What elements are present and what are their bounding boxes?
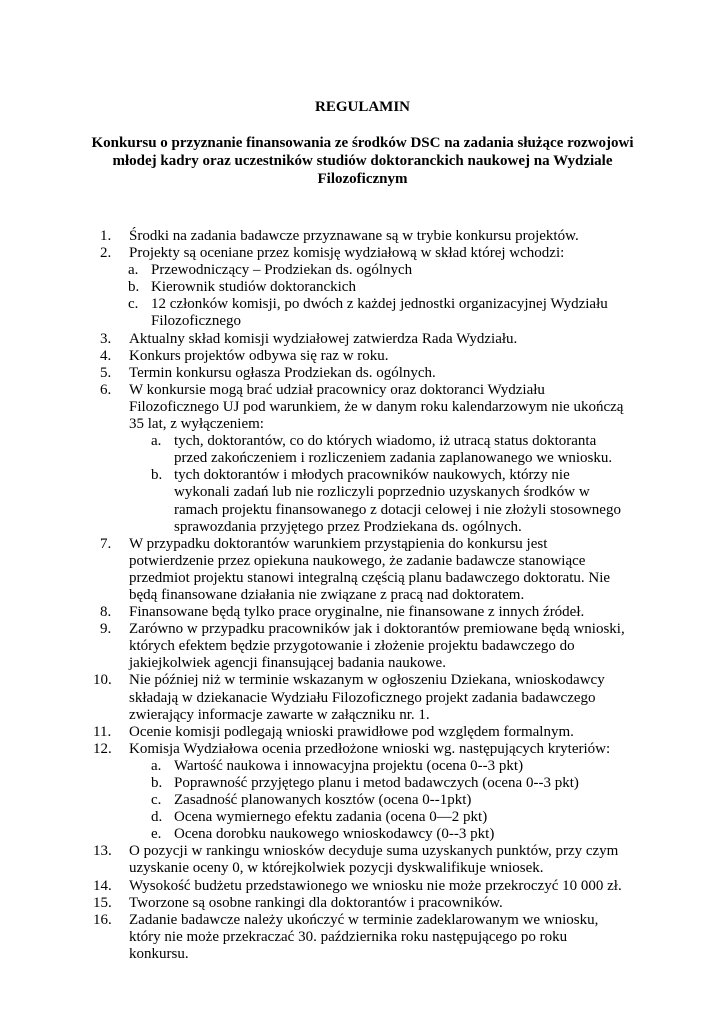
list-item (0, 741, 629, 758)
sub-item (0, 433, 629, 467)
list-item (0, 724, 629, 741)
document-title: REGULAMIN (314, 99, 410, 115)
item-text: Ocenie komisji podlegają wnioski prawidłowe pod względem formalnym. (129, 723, 574, 740)
item-text: Komisja Wydziałowa ocenia przedłożone wnioski wg. następujących kryteriów: (129, 740, 611, 757)
list-item (0, 843, 629, 877)
sub-item-text: Wartość naukowa i innowacyjna projektu (ocena 0--3 pkt) (174, 757, 524, 774)
item-text: Tworzone są osobne rankingi dla doktorantów i pracowników. (129, 894, 503, 911)
item-text: Projekty są oceniane przez komisję wydziałową w skład której wchodzi: (129, 245, 565, 262)
item-text: Wysokość budżetu przedstawionego we wniosku nie może przekroczyć 10 000 zł. (129, 877, 622, 894)
sub-item-text: tych doktorantów i młodych pracowników naukowych, którzy nie wykonali zadań lub nie rozliczyli poprzednio uzyskanych środków w ramach projektu finansowanego z dotacji celowej i nie złożyli stosownego sprawozdania przyjętego przez Prodziekana ds. ogólnych. (174, 467, 621, 535)
item-text: Konkurs projektów odbywa się raz w roku. (129, 347, 389, 364)
list-item (0, 365, 629, 382)
sub-item-text: Ocena wymiernego efektu zadania (ocena 0—2 pkt) (174, 809, 488, 826)
sub-item-letter: a. (151, 757, 162, 774)
list-item (0, 604, 629, 621)
list-item (0, 348, 629, 365)
sub-item (0, 279, 627, 296)
sub-item-letter: d. (151, 809, 163, 826)
item-text: Zadanie badawcze należy ukończyć w terminie zadeklarowanym we wniosku, który nie może przekraczać 30. października roku następującego po roku konkursu. (129, 911, 599, 962)
sub-item (0, 826, 629, 843)
sub-item-letter: c. (151, 792, 162, 809)
item-text: Zarówno w przypadku pracowników jak i doktorantów premiowane będą wnioski, których efektem będzie przygotowanie i złożenie projektu badawczego do jakiejkolwiek agencji finansującej badania naukowe. (129, 621, 625, 672)
list-item (0, 382, 629, 433)
item-text: Aktualny skład komisji wydziałowej zatwierdza Rada Wydziału. (129, 330, 518, 347)
sub-item (0, 262, 627, 279)
item-number: 5. (100, 364, 112, 381)
sub-item-text: Ocena dorobku naukowego wnioskodawcy (0--3 pkt) (174, 826, 495, 843)
sub-item-letter: b. (151, 467, 163, 484)
sub-item-text: Zasadność planowanych kosztów (ocena 0--1pkt) (174, 792, 472, 809)
list-item (0, 912, 629, 963)
item-number: 1. (100, 228, 112, 244)
item-text: Finansowane będą tylko prace oryginalne, nie finansowane z innych źródeł. (129, 604, 585, 621)
sub-item-letter: a. (151, 433, 162, 450)
item-text: W konkursie mogą brać udział pracownicy oraz doktoranci Wydziału Filozoficznego UJ pod warunkiem, że w danym roku kalendarzowym nie ukończą 35 lat, z wyłączeniem: (129, 381, 624, 433)
sub-item-text: Kierownik studiów doktoranckich (151, 279, 356, 296)
sub-item-letter: b. (151, 775, 163, 791)
item-number: 11. (93, 723, 112, 740)
item-number: 10. (93, 672, 112, 689)
item-text: Termin konkursu ogłasza Prodziekan ds. ogólnych. (129, 364, 436, 381)
sub-item-letter: e. (151, 826, 162, 843)
item-number: 13. (93, 843, 112, 860)
list-item (0, 536, 629, 604)
regulation-list (0, 228, 725, 963)
sub-item (0, 775, 629, 792)
item-text: O pozycji w rankingu wniosków decyduje suma uzyskanych punktów, przy czym uzyskanie oceny 0, w którejkolwiek pozycji dyskwalifikuje wniosek. (129, 843, 619, 877)
list-item (0, 621, 629, 672)
sub-item (0, 809, 629, 826)
item-number: 8. (100, 604, 112, 621)
sub-item (0, 467, 629, 535)
item-number: 12. (93, 740, 112, 757)
document-subtitle: Konkursu o przyznanie finansowania ze środków DSC na zadania służące rozwojowi młodej kadry oraz uczestników studiów doktoranckich naukowej na Wydziale Filozoficznym (91, 135, 634, 187)
item-number: 7. (100, 535, 112, 552)
sub-item-letter: c. (128, 296, 139, 313)
list-item (0, 878, 629, 895)
sub-item-text: Przewodniczący – Prodziekan ds. ogólnych (151, 262, 413, 279)
item-number: 9. (100, 621, 112, 638)
sub-item-text: Poprawność przyjętego planu i metod badawczych (ocena 0--3 pkt) (174, 775, 579, 791)
item-number: 15. (93, 894, 112, 911)
list-item (0, 331, 629, 348)
sub-item-letter: b. (128, 279, 140, 296)
list-item (0, 245, 629, 262)
item-number: 4. (100, 347, 112, 364)
list-item (0, 895, 629, 912)
list-item (0, 672, 629, 723)
item-number: 3. (100, 330, 112, 347)
item-number: 14. (93, 877, 112, 894)
item-text: Nie później niż w terminie wskazanym w ogłoszeniu Dziekana, wnioskodawcy składają w dziekanacie Wydziału Filozoficznego projekt zadania badawczego zwierający informacje zawarte w załączniku nr. 1. (129, 672, 605, 723)
sub-item-text: tych, doktorantów, co do których wiadomo, iż utracą status doktoranta przed zakończeniem i rozliczeniem zadania zaplanowanego we wniosku. (174, 433, 613, 467)
sub-item (0, 792, 629, 809)
item-number: 2. (100, 245, 112, 262)
item-text: W przypadku doktorantów warunkiem przystąpienia do konkursu jest potwierdzenie przez opiekuna naukowego, że zadanie badawcze stanowiące przedmiot projektu stanowi integralną częścią planu badawczego doktoratu. Nie będą finansowane działania nie związane z pracą nad doktoratem. (129, 535, 611, 603)
list-item (0, 228, 629, 245)
item-text: Środki na zadania badawcze przyznawane są w trybie konkursu projektów. (129, 228, 579, 244)
sub-item-letter: a. (128, 262, 139, 279)
sub-item (0, 758, 629, 775)
item-number: 6. (100, 381, 112, 398)
item-number: 16. (93, 911, 112, 928)
sub-item-text: 12 członków komisji, po dwóch z każdej jednostki organizacyjnej Wydziału Filozoficznego (151, 296, 608, 330)
sub-item (0, 296, 627, 330)
